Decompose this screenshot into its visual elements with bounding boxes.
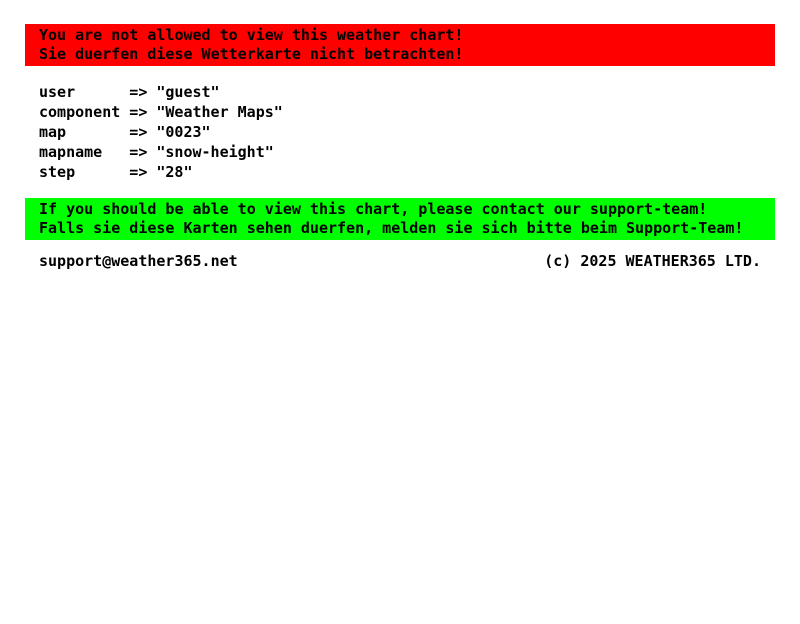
detail-value: "snow-height": [156, 143, 274, 161]
detail-row-step: [39, 162, 800, 182]
error-banner: [25, 24, 775, 66]
arrow-glyph: =>: [129, 163, 148, 181]
detail-row-map: [39, 122, 800, 142]
arrow-glyph: =>: [129, 143, 148, 161]
detail-value: "guest": [156, 83, 220, 101]
info-banner: [25, 198, 775, 240]
detail-value: "0023": [156, 123, 211, 141]
detail-key: step: [39, 163, 76, 181]
info-message-de: Falls sie diese Karten sehen duerfen, melden sie sich bitte beim Support-Team!: [39, 219, 744, 237]
error-message-de: Sie duerfen diese Wetterkarte nicht betrachten!: [39, 45, 464, 63]
detail-value: "Weather Maps": [156, 103, 283, 121]
support-email: support@weather365.net: [39, 252, 238, 270]
detail-key: mapname: [39, 143, 103, 161]
detail-key: user: [39, 83, 76, 101]
request-details: [39, 82, 800, 182]
detail-row-user: [39, 82, 800, 102]
arrow-glyph: =>: [129, 83, 148, 101]
info-message-en: If you should be able to view this chart, please contact our support-team!: [39, 200, 708, 218]
detail-row-component: [39, 102, 800, 122]
copyright-notice: (c) 2025 WEATHER365 LTD.: [544, 252, 761, 270]
arrow-glyph: =>: [129, 103, 148, 121]
detail-row-mapname: [39, 142, 800, 162]
arrow-glyph: =>: [129, 123, 148, 141]
detail-value: "28": [156, 163, 193, 181]
error-message-en: You are not allowed to view this weather chart!: [39, 26, 464, 44]
detail-key: map: [39, 123, 67, 141]
detail-key: component: [39, 103, 121, 121]
page: [0, 24, 800, 624]
footer: [25, 251, 775, 271]
